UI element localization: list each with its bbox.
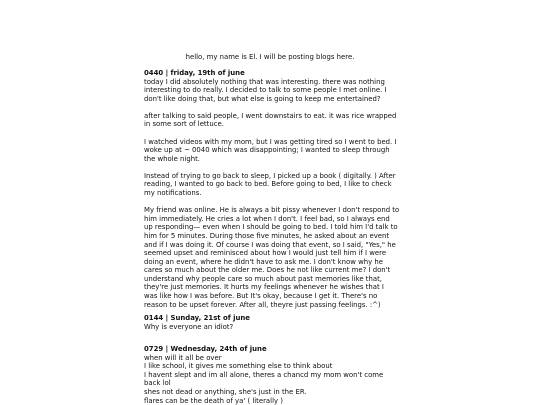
text-line: flares can be the death of ya' ( literally ): [144, 396, 283, 405]
text-line: after talking to said people, I went downstairs to eat. it was rice wrapped: [144, 111, 397, 120]
text-line: when will it all be over: [144, 353, 222, 362]
blog-entry-2: [144, 314, 406, 331]
entry-title: 0729 | Wednesday, 24th of june: [144, 345, 267, 353]
entry-paragraph: [144, 112, 406, 129]
text-line: the whole night.: [144, 154, 200, 163]
entry-title: 0144 | Sunday, 21st of june: [144, 314, 250, 322]
text-line: up responding— even when I should be going to bed. I told him I'd talk to: [144, 223, 398, 232]
text-line: they're just memories. It hurts my feelings whenever he wishes that I: [144, 283, 384, 292]
blog-entry-3: [144, 345, 406, 405]
text-line: back lol: [144, 379, 171, 388]
entry-body: [144, 323, 406, 332]
entry-paragraph: [144, 354, 406, 405]
entry-paragraph: [144, 206, 406, 309]
text-line: Why is everyone an idiot?: [144, 322, 234, 331]
entry-paragraph: [144, 138, 406, 164]
intro-text: hello, my name is El. I will be posting blogs here.: [185, 53, 355, 61]
text-line: him immediately. He cries a lot when I don't. I feel bad, so I always end: [144, 214, 390, 223]
text-line: reason to be upset forever. After all, theyre just passing feelings. :^): [144, 300, 381, 309]
text-line: interesting to do really. I decided to talk to some people I met online. I: [144, 86, 387, 95]
text-line: woke up at ~ 0040 which was disappointing; I wanted to sleep through: [144, 146, 390, 155]
text-line: don't like doing that, but what else is going to keep me entertained?: [144, 94, 381, 103]
text-line: I like school, it gives me something else to think about: [144, 362, 333, 371]
text-line: doing an event, where he didn't have to ask me. I don't know why he: [144, 257, 383, 266]
entry-body: [144, 78, 406, 310]
entry-body: [144, 354, 406, 405]
entry-title: 0440 | friday, 19th of june: [144, 69, 245, 77]
entry-paragraph: [144, 323, 406, 332]
blog-entry-1: [144, 69, 406, 309]
text-line: today I did absolutely nothing that was interesting. there was nothing: [144, 77, 385, 86]
text-line: Instead of trying to go back to sleep, I picked up a book ( digitally. ) After: [144, 171, 396, 180]
text-line: in some sort of lettuce.: [144, 120, 224, 129]
text-line: and if I was doing it. Of course I was doing that event, so I said, "Yes," he: [144, 240, 396, 249]
text-line: him for 5 minutes. During those five minutes, he asked about an event: [144, 231, 390, 240]
text-line: my notifications.: [144, 189, 202, 198]
text-line: I havent slept and im all alone, theres a chancd my mom won't come: [144, 370, 384, 379]
entry-paragraph: [144, 172, 406, 198]
text-line: reading, I wanted to go back to bed. Before going to bed, I like to check: [144, 180, 392, 189]
text-line: My friend was online. He is always a bit pissy whenever I don't respond to: [144, 206, 400, 215]
text-line: was like how I was before. But It's okay, because I get it. There's no: [144, 292, 378, 301]
text-line: understand why people care so much about past memories like that,: [144, 274, 382, 283]
text-line: shes not dead or anything, she's just in the ER.: [144, 387, 307, 396]
text-line: cares so much about the older me. Does he not like current me? I don't: [144, 266, 391, 275]
entry-paragraph: [144, 78, 406, 104]
text-line: seemed upset and reminisced about how I would just tell him if I were: [144, 249, 387, 258]
text-line: I watched videos with my mom, but I was getting tired so I went to bed. I: [144, 137, 397, 146]
